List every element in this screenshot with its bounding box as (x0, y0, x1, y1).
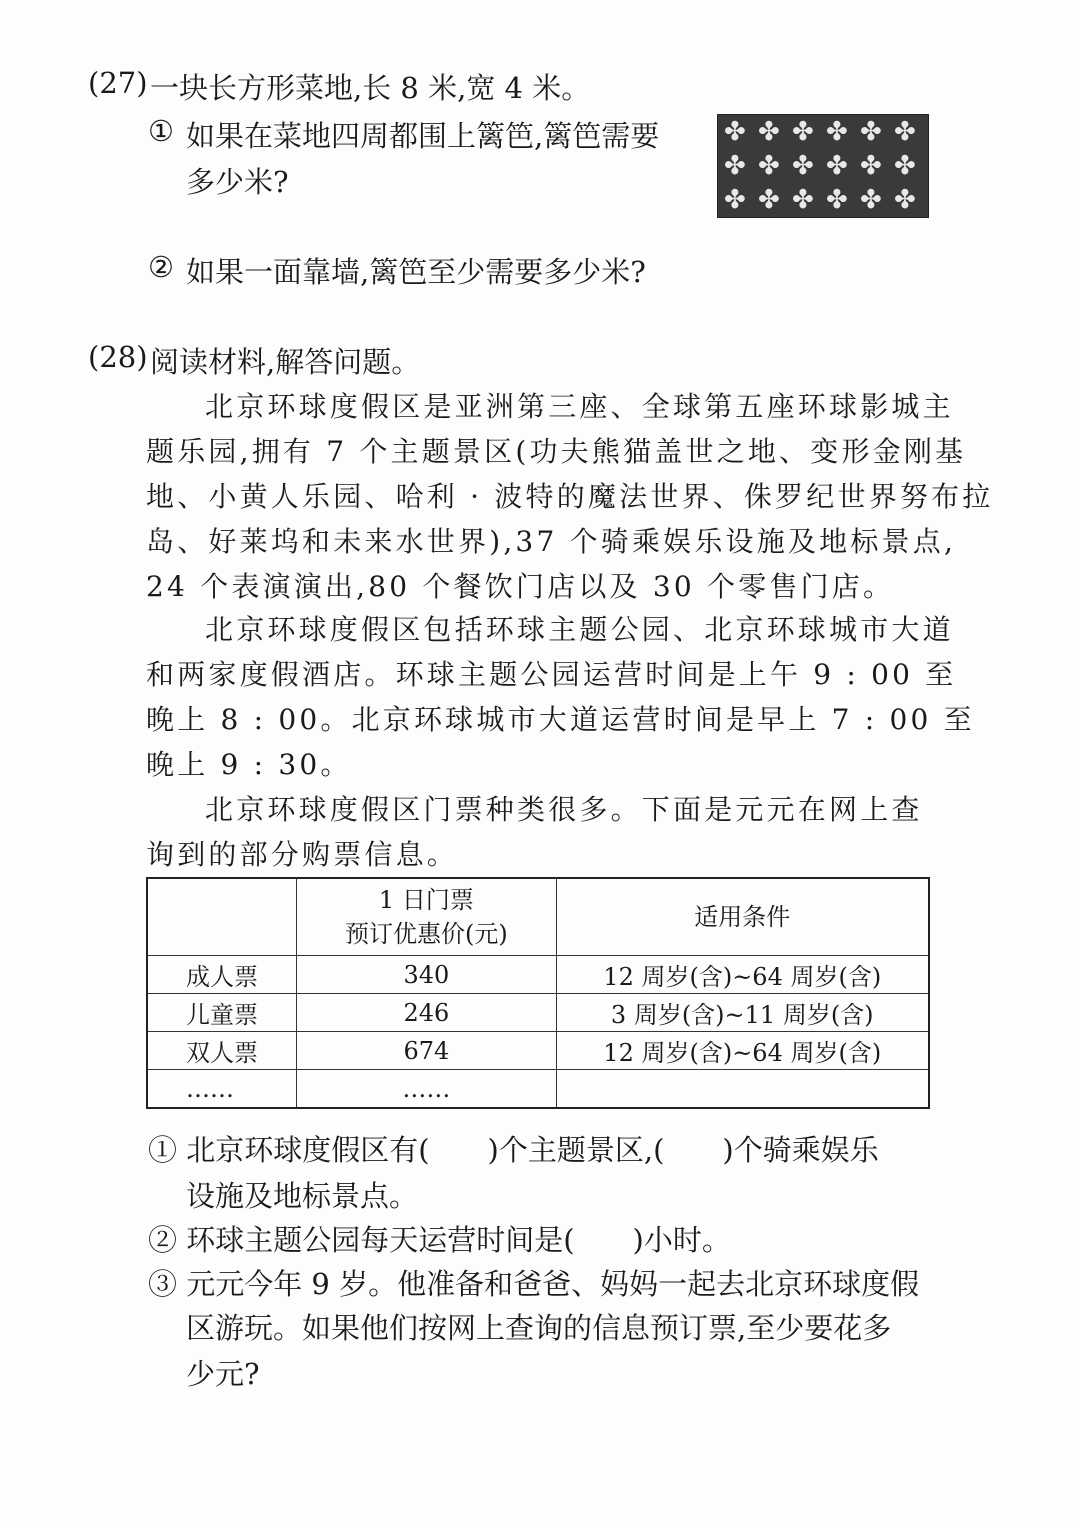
question-27-stem: 一块长方形菜地,长 8 米,宽 4 米。 (150, 71, 591, 105)
plant-icon: ✤ (894, 117, 916, 147)
q28-sub1-line2: 设施及地标景点。 (186, 1179, 419, 1213)
table-header-price-line1: 1 日门票 (378, 886, 474, 914)
table-header-price (297, 878, 556, 956)
passage-line: 24 个表演演出,80 个餐饮门店以及 30 个零售门店。 (146, 570, 895, 603)
ticket-condition: 12 周岁(含)~64 周岁(含) (556, 1032, 929, 1070)
table-row (147, 994, 929, 1032)
plant-icon: ✤ (894, 185, 916, 215)
question-28-number: (28) (88, 340, 148, 374)
passage-line: 北京环球度假区包括环球主题公园、北京环球城市大道 (205, 613, 954, 646)
plant-icon: ✤ (724, 185, 746, 215)
plant-icon: ✤ (826, 117, 848, 147)
passage-line: 询到的部分购票信息。 (146, 838, 459, 871)
ticket-price: 340 (297, 956, 556, 994)
passage-line: 和两家度假酒店。环球主题公园运营时间是上午 9 : 00 至 (146, 658, 957, 691)
q27-sub2-marker: ② (148, 250, 174, 284)
passage-line: 北京环球度假区是亚洲第三座、全球第五座环球影城主 (205, 390, 954, 423)
table-header-row (147, 878, 929, 956)
q28-sub3-line1: ③ 元元今年 9 岁。他准备和爸爸、妈妈一起去北京环球度假 (148, 1267, 920, 1301)
plant-icon: ✤ (792, 117, 814, 147)
plant-icon: ✤ (792, 185, 814, 215)
ticket-price: …… (297, 1070, 556, 1109)
ticket-type: 成人票 (147, 956, 297, 994)
plant-icon: ✤ (826, 151, 848, 181)
ticket-price: 674 (297, 1032, 556, 1070)
passage-line: 北京环球度假区门票种类很多。下面是元元在网上查 (205, 793, 923, 826)
vegetable-field-image (717, 114, 929, 218)
table-header-condition: 适用条件 (556, 878, 929, 956)
ticket-type: …… (147, 1070, 297, 1109)
q28-sub3-line3: 少元? (186, 1357, 260, 1391)
q27-sub2-text: 如果一面靠墙,篱笆至少需要多少米? (186, 255, 646, 289)
table-row (147, 1070, 929, 1109)
passage-line: 岛、好莱坞和未来水世界),37 个骑乘娱乐设施及地标景点, (146, 525, 957, 558)
q28-sub3-line2: 区游玩。如果他们按网上查询的信息预订票,至少要花多 (186, 1311, 892, 1345)
ticket-price-table (146, 877, 930, 1109)
q27-sub1-marker: ① (148, 114, 174, 148)
table-header-price-line2: 预订优惠价(元) (345, 920, 508, 948)
table-row (147, 956, 929, 994)
passage-line: 题乐园,拥有 7 个主题景区(功夫熊猫盖世之地、变形金刚基 (146, 435, 967, 468)
ticket-condition: 12 周岁(含)~64 周岁(含) (556, 956, 929, 994)
plant-icon: ✤ (860, 117, 882, 147)
table-row (147, 1032, 929, 1070)
ticket-type: 儿童票 (147, 994, 297, 1032)
plant-icon: ✤ (894, 151, 916, 181)
ticket-condition: 3 周岁(含)~11 周岁(含) (556, 994, 929, 1032)
plant-icon: ✤ (724, 151, 746, 181)
q27-sub1-line1: 如果在菜地四周都围上篱笆,篱笆需要 (186, 119, 660, 153)
ticket-price: 246 (297, 994, 556, 1032)
plant-icon: ✤ (860, 185, 882, 215)
q28-sub2-line1: ② 环球主题公园每天运营时间是( )小时。 (148, 1223, 731, 1257)
passage-line: 晚上 9 : 30。 (146, 748, 352, 781)
plant-icon: ✤ (792, 151, 814, 181)
passage-line: 晚上 8 : 00。北京环球城市大道运营时间是早上 7 : 00 至 (146, 703, 975, 736)
plant-icon: ✤ (758, 151, 780, 181)
ticket-type: 双人票 (147, 1032, 297, 1070)
q28-sub1-line1: ① 北京环球度假区有( )个主题景区,( )个骑乘娱乐 (148, 1133, 879, 1167)
plant-icon: ✤ (758, 185, 780, 215)
plant-icon: ✤ (758, 117, 780, 147)
plant-icon: ✤ (860, 151, 882, 181)
ticket-condition (556, 1070, 929, 1109)
question-28-stem: 阅读材料,解答问题。 (150, 345, 421, 379)
q27-sub1-line2: 多少米? (186, 165, 289, 199)
plant-icon: ✤ (826, 185, 848, 215)
question-27-number: (27) (88, 66, 148, 100)
passage-line: 地、小黄人乐园、哈利 · 波特的魔法世界、侏罗纪世界努布拉 (146, 480, 994, 513)
table-header-empty (147, 878, 297, 956)
plant-icon: ✤ (724, 117, 746, 147)
